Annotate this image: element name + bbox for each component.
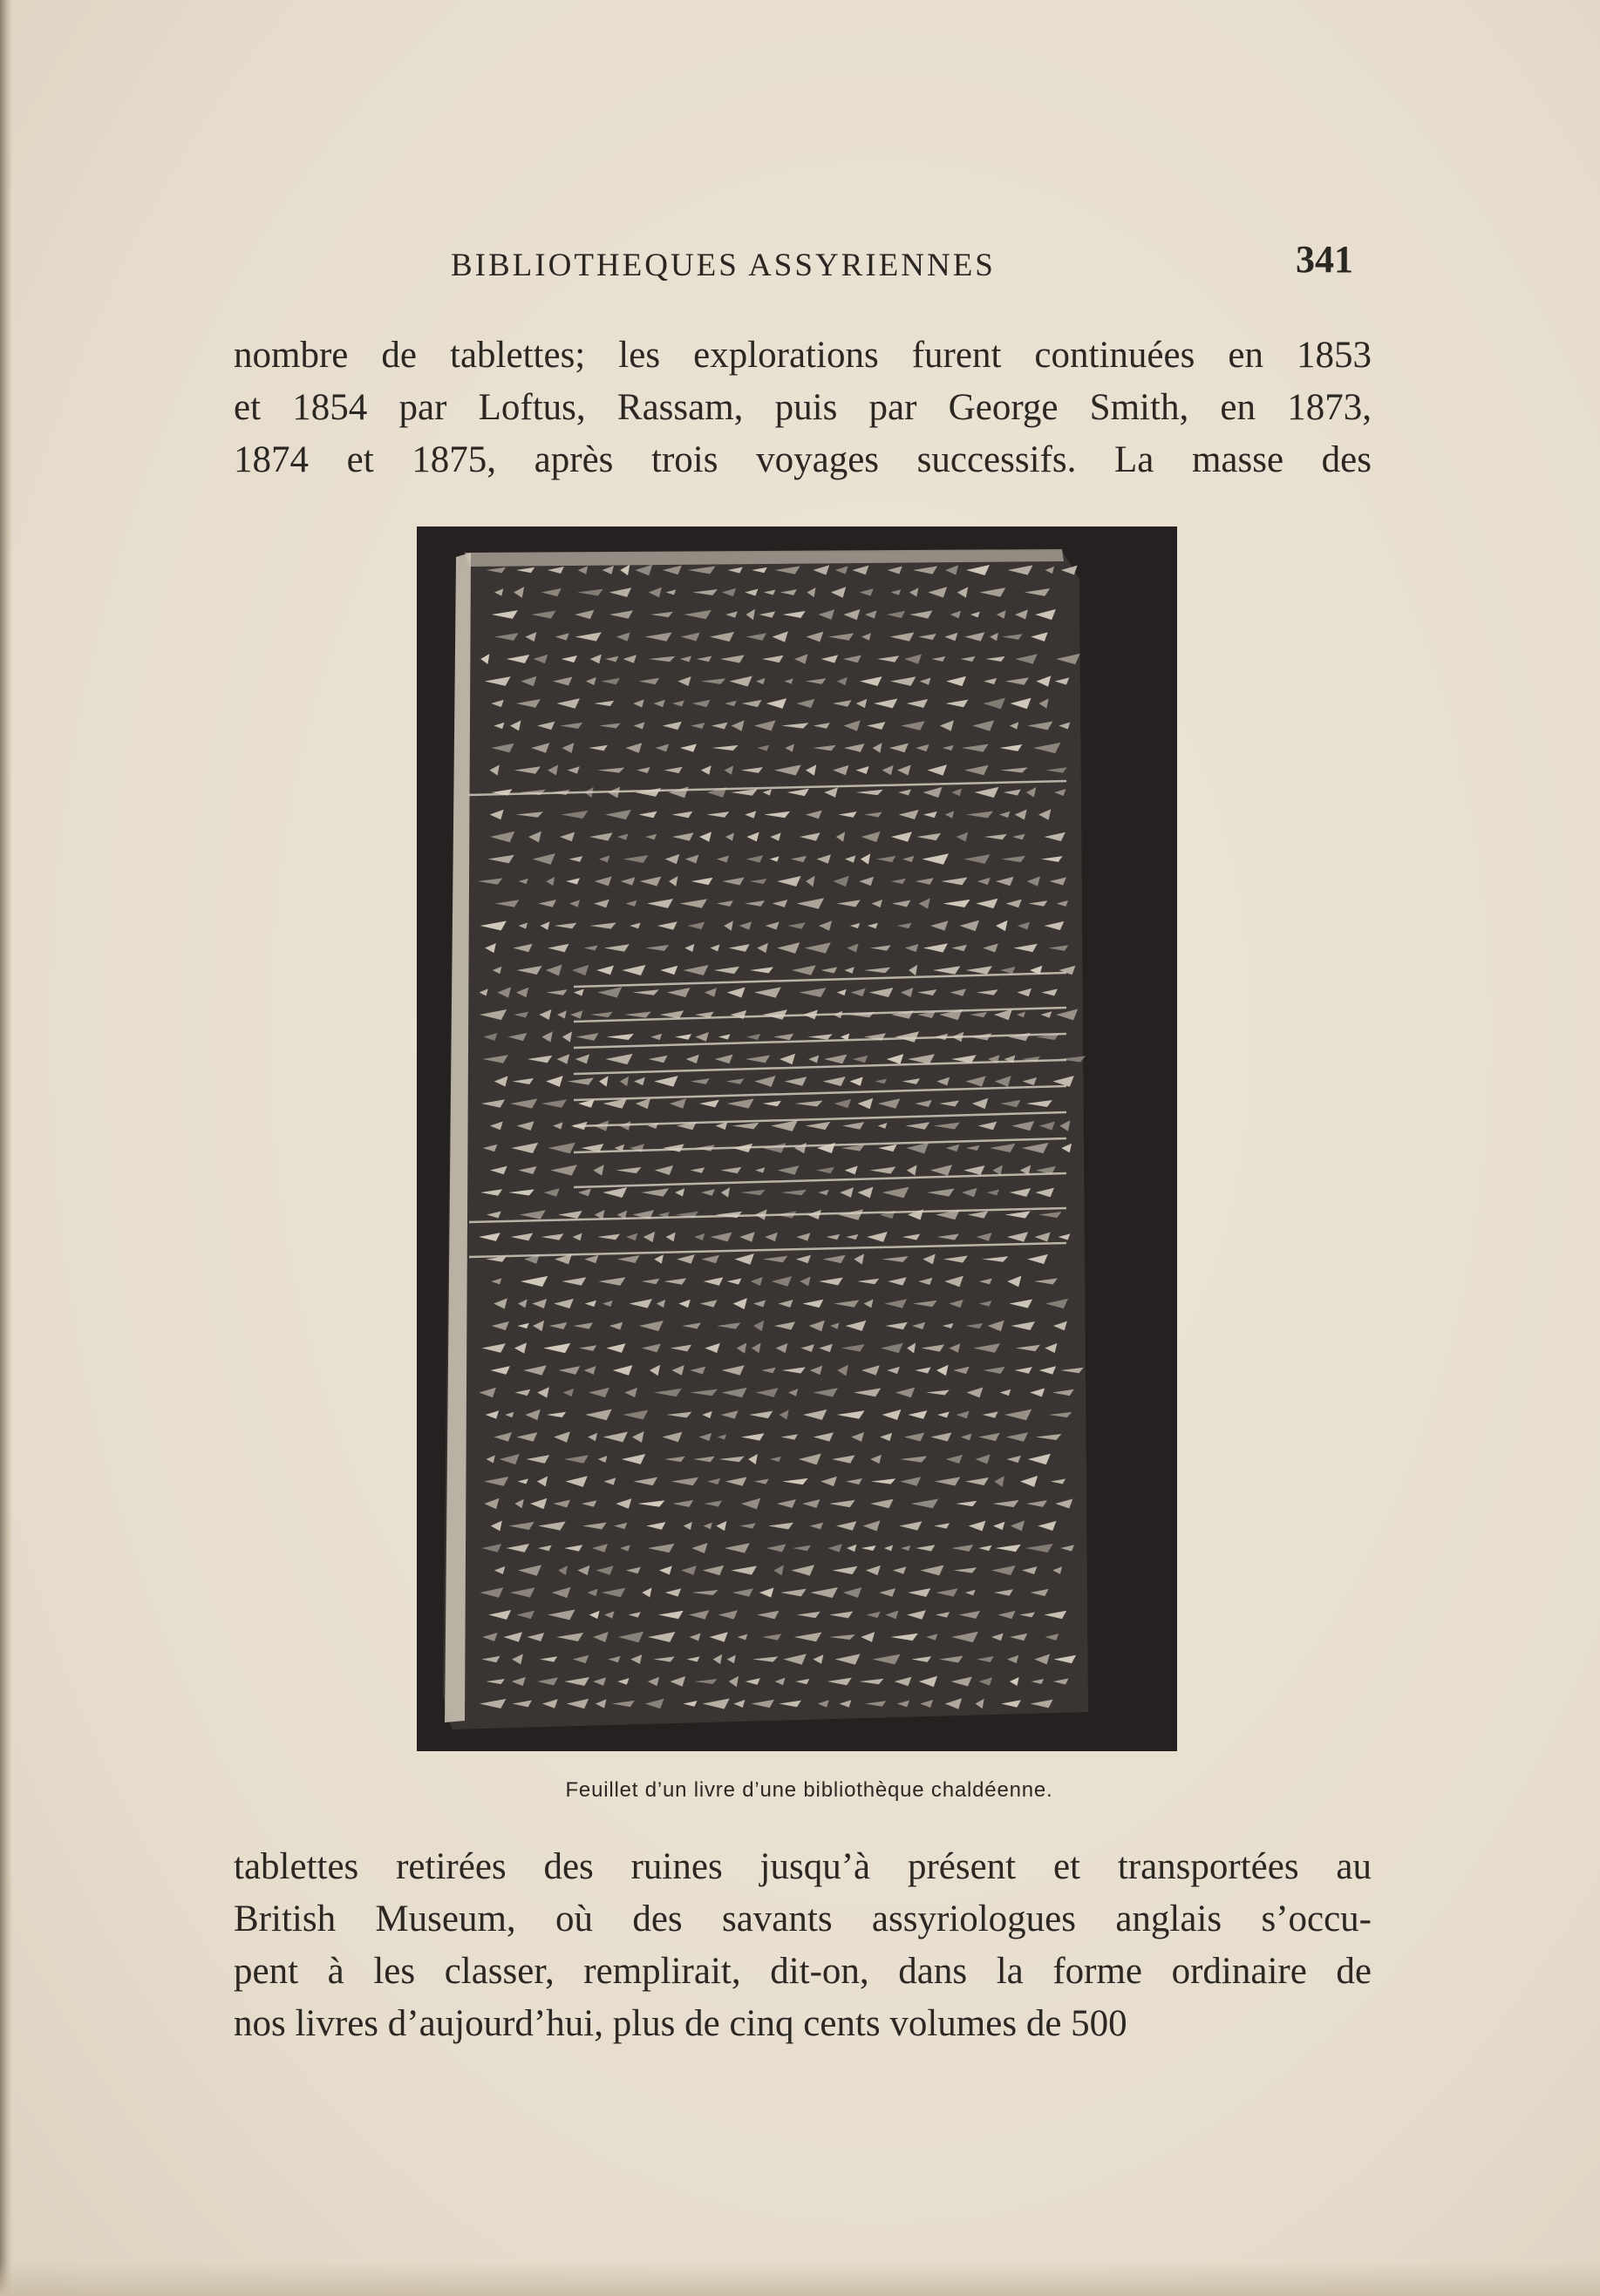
cuneiform-tablet-figure xyxy=(417,526,1177,1751)
page-bottom-edge xyxy=(0,2261,1600,2296)
text-line: British Museum, où des savants assyriologues anglais s’occu- xyxy=(234,1899,1372,1939)
text-line: pent à les classer, remplirait, dit-on, dans la forme ordinaire de xyxy=(234,1951,1372,1992)
text-line: et 1854 par Loftus, Rassam, puis par George Smith, en 1873, xyxy=(234,387,1372,428)
text-line: nombre de tablettes; les explorations furent continuées en 1853 xyxy=(234,335,1372,376)
page-number: 341 xyxy=(1296,238,1353,281)
page-spine-shadow xyxy=(0,0,12,2296)
paragraph-top xyxy=(234,329,1372,486)
text-line: tablettes retirées des ruines jusqu’à présent et transportées au xyxy=(234,1846,1372,1887)
text-line: 1874 et 1875, après trois voyages successifs. La masse des xyxy=(234,439,1372,480)
paragraph-bottom xyxy=(234,1841,1372,2050)
figure-caption: Feuillet d’un livre d’une bibliothèque chaldéenne. xyxy=(565,1778,1053,1802)
text-line: nos livres d’aujourd’hui, plus de cinq cents volumes de 500 xyxy=(234,2003,1127,2044)
cuneiform-tablet-image xyxy=(417,526,1177,1751)
running-title: BIBLIOTHEQUES ASSYRIENNES xyxy=(451,248,996,283)
